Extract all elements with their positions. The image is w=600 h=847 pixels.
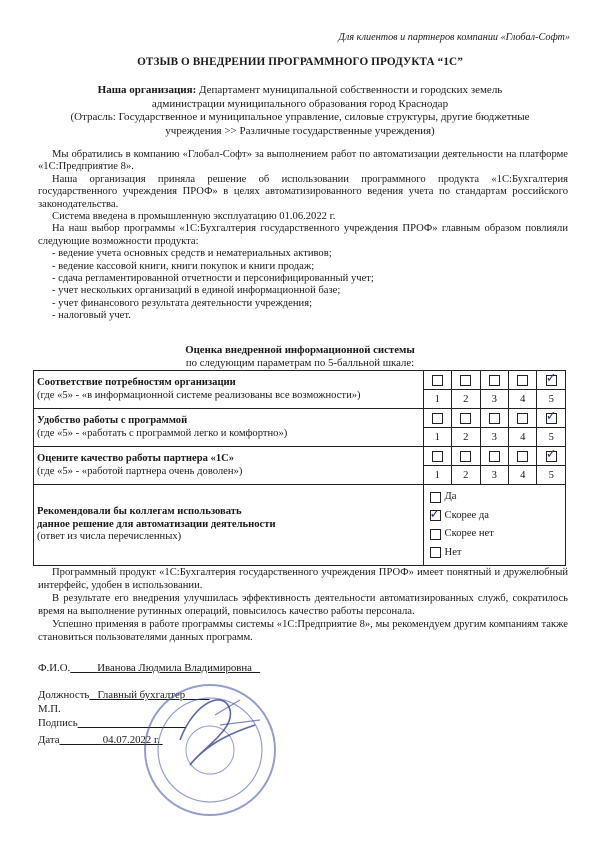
fio-value: Иванова Людмила Владимировна xyxy=(97,662,252,674)
recommend-question-cell xyxy=(34,485,424,566)
rating-question-cell xyxy=(34,447,424,485)
rating-scale-number: 5 xyxy=(537,390,566,409)
rating-checkbox-cell[interactable] xyxy=(480,371,508,390)
rating-question-cell xyxy=(34,371,424,409)
rating-checkbox-cell[interactable] xyxy=(509,371,537,390)
organization-name-line1: Департамент муниципальной собственности и городских земель xyxy=(199,84,503,96)
rating-scale-number: 1 xyxy=(423,390,451,409)
intro-paragraph-2: Наша организация приняла решение об использовании программного продукта «1С:Бухгалтерия государственного учреждения ПРОФ» в целях автоматизированного ведения учета по стандартам российского законодательства. xyxy=(38,173,568,210)
intro-paragraph-4: На наш выбор программы «1С:Бухгалтерия государственного учреждения ПРОФ» главным образом повлияли следующие возможности продукта: xyxy=(38,223,568,247)
intro-section xyxy=(38,149,568,323)
rating-scale-number: 2 xyxy=(452,390,480,409)
checkbox[interactable] xyxy=(432,375,443,386)
checkbox[interactable] xyxy=(432,413,443,424)
rating-scale-number: 4 xyxy=(509,466,537,485)
rating-scale-number: 3 xyxy=(480,390,508,409)
recommend-option[interactable] xyxy=(430,507,559,526)
rating-scale-number: 5 xyxy=(537,428,566,447)
rating-checkbox-cell[interactable] xyxy=(480,409,508,428)
list-item: - учет финансового результата деятельности учреждения; xyxy=(52,297,313,309)
organization-block xyxy=(30,84,570,138)
intro-paragraph-1: Мы обратились в компанию «Глобал-Софт» за выполнением работ по автоматизации деятельности на платформе «1С:Предприятие 8». xyxy=(38,149,568,173)
table-row xyxy=(34,447,566,466)
check-mark-icon: ✓ xyxy=(545,446,557,462)
rating-checkbox-cell[interactable] xyxy=(509,409,537,428)
checkbox[interactable] xyxy=(430,547,441,558)
rating-checkbox-cell[interactable] xyxy=(423,447,451,466)
rating-scale-number: 4 xyxy=(509,428,537,447)
rating-checkbox-cell[interactable] xyxy=(537,447,566,466)
rating-question: Оцените качество работы партнера «1С» xyxy=(37,452,235,464)
list-item: - ведение кассовой книги, книги покупок и книги продаж; xyxy=(52,260,315,272)
position-value: Главный бухгалтер xyxy=(97,689,186,701)
rating-hint: (где «5» - «в информационной системе реализованы все возможности») xyxy=(37,389,361,401)
checkbox[interactable] xyxy=(489,451,500,462)
rating-scale-number: 5 xyxy=(537,466,566,485)
checkbox[interactable] xyxy=(460,375,471,386)
position-label: Должность xyxy=(38,689,90,701)
recommend-hint: (ответ из числа перечисленных) xyxy=(37,531,182,543)
checkbox[interactable] xyxy=(545,446,557,462)
checkbox[interactable] xyxy=(460,413,471,424)
checkbox[interactable] xyxy=(545,408,557,424)
rating-checkbox-cell[interactable] xyxy=(423,371,451,390)
check-mark-icon: ✓ xyxy=(545,408,557,424)
rating-scale-number: 3 xyxy=(480,428,508,447)
table-caption xyxy=(0,344,600,369)
rating-question: Соответствие потребностям организации xyxy=(37,376,236,388)
recommend-option-label: Нет xyxy=(444,546,462,558)
rating-scale-number: 1 xyxy=(423,428,451,447)
rating-question-cell xyxy=(34,409,424,447)
checkbox[interactable] xyxy=(460,451,471,462)
table-row xyxy=(34,371,566,390)
recommend-option[interactable] xyxy=(430,525,559,544)
checkbox[interactable] xyxy=(517,451,528,462)
rating-checkbox-cell[interactable] xyxy=(509,447,537,466)
sign-label: Подпись xyxy=(38,717,78,729)
rating-checkbox-cell[interactable] xyxy=(452,371,480,390)
rating-scale-number: 2 xyxy=(452,428,480,447)
checkbox[interactable] xyxy=(430,529,441,540)
organization-label: Наша организация: xyxy=(97,84,197,96)
checkbox[interactable] xyxy=(489,375,500,386)
rating-checkbox-cell[interactable] xyxy=(537,409,566,428)
rating-checkbox-cell[interactable] xyxy=(423,409,451,428)
rating-checkbox-cell[interactable] xyxy=(537,371,566,390)
checkbox[interactable] xyxy=(517,375,528,386)
recommend-option-label: Да xyxy=(444,491,457,502)
rating-checkbox-cell[interactable] xyxy=(452,409,480,428)
rating-scale-number: 2 xyxy=(452,466,480,485)
conclusion-paragraph-1: Программный продукт «1С:Бухгалтерия государственного учреждения ПРОФ» имеет понятный и дружелюбный интерфейс, удобен в использовании. xyxy=(38,567,568,591)
recommend-options-cell xyxy=(423,485,565,566)
conclusion-paragraph-2: В результате его внедрения улучшилась эффективность деятельности автоматизированных служб, сократилось время на выполнение рутинных операций, повысилось качество работы персонала. xyxy=(38,593,568,617)
date-label: Дата xyxy=(38,734,60,746)
features-list xyxy=(38,248,568,322)
check-mark-icon: ✓ xyxy=(429,507,441,523)
conclusion-paragraph-3: Успешно применяя в работе программы системы «1С:Предприятие 8», мы рекомендуем другим компаниям также становиться пользователями данных программ. xyxy=(38,619,568,643)
date-value: 04.07.2022 г. xyxy=(102,734,160,746)
fio-label: Ф.И.О. xyxy=(38,662,71,674)
mp-label: М.П. xyxy=(38,703,61,715)
checkbox[interactable] xyxy=(432,451,443,462)
list-item: - учет нескольких организаций в единой информационной базе; xyxy=(52,285,341,297)
rating-hint: (где «5» - «работать с программой легко и комфортно») xyxy=(37,427,288,439)
intro-paragraph-3: Система введена в промышленную эксплуатацию 01.06.2022 г. xyxy=(52,211,336,223)
checkbox[interactable] xyxy=(517,413,528,424)
rating-table xyxy=(33,370,566,566)
organization-name-line2: администрации муниципального образования город Краснодар xyxy=(151,97,449,110)
recommend-option-label: Скорее да xyxy=(444,509,489,521)
rating-scale-number: 1 xyxy=(423,466,451,485)
recommend-question-line2: данное решение для автоматизации деятельности xyxy=(37,518,276,530)
checkbox[interactable] xyxy=(429,507,441,523)
rating-scale-number: 3 xyxy=(480,466,508,485)
table-caption-title: Оценка внедренной информационной системы xyxy=(185,344,415,356)
rating-scale-number: 4 xyxy=(509,390,537,409)
checkbox[interactable] xyxy=(430,492,441,503)
document-title: ОТЗЫВ О ВНЕДРЕНИИ ПРОГРАММНОГО ПРОДУКТА “1С” xyxy=(137,56,463,68)
checkbox[interactable] xyxy=(489,413,500,424)
checkbox[interactable] xyxy=(545,370,557,386)
conclusion-section xyxy=(38,567,568,646)
recommend-option[interactable] xyxy=(430,488,559,507)
rating-checkbox-cell[interactable] xyxy=(452,447,480,466)
recommend-question-line1: Рекомендовали бы коллегам использовать xyxy=(37,505,242,517)
organization-industry-line2: учреждения >> Различные государственные учреждения) xyxy=(165,124,435,137)
list-item: - налоговый учет. xyxy=(52,310,131,322)
header-note: Для клиентов и партнеров компании «Глобал-Софт» xyxy=(338,32,570,43)
list-item: - сдача регламентированной отчетности и персонифицированный учет; xyxy=(52,273,374,285)
table-row xyxy=(34,485,566,566)
recommend-option[interactable] xyxy=(430,544,559,563)
table-caption-subtitle: по следующим параметрам по 5-балльной шкале: xyxy=(185,356,415,369)
table-row xyxy=(34,409,566,428)
list-item: - ведение учета основных средств и нематериальных активов; xyxy=(52,248,332,260)
check-mark-icon: ✓ xyxy=(545,370,557,386)
organization-industry-line1: (Отрасль: Государственное и муниципальное управление, силовые структуры, другие бюджетные xyxy=(70,111,530,123)
rating-hint: (где «5» - «работой партнера очень доволен») xyxy=(37,465,243,477)
recommend-option-label: Скорее нет xyxy=(444,528,494,539)
rating-question: Удобство работы с программой xyxy=(37,414,188,426)
rating-checkbox-cell[interactable] xyxy=(480,447,508,466)
stamp-seal-icon xyxy=(120,670,290,820)
